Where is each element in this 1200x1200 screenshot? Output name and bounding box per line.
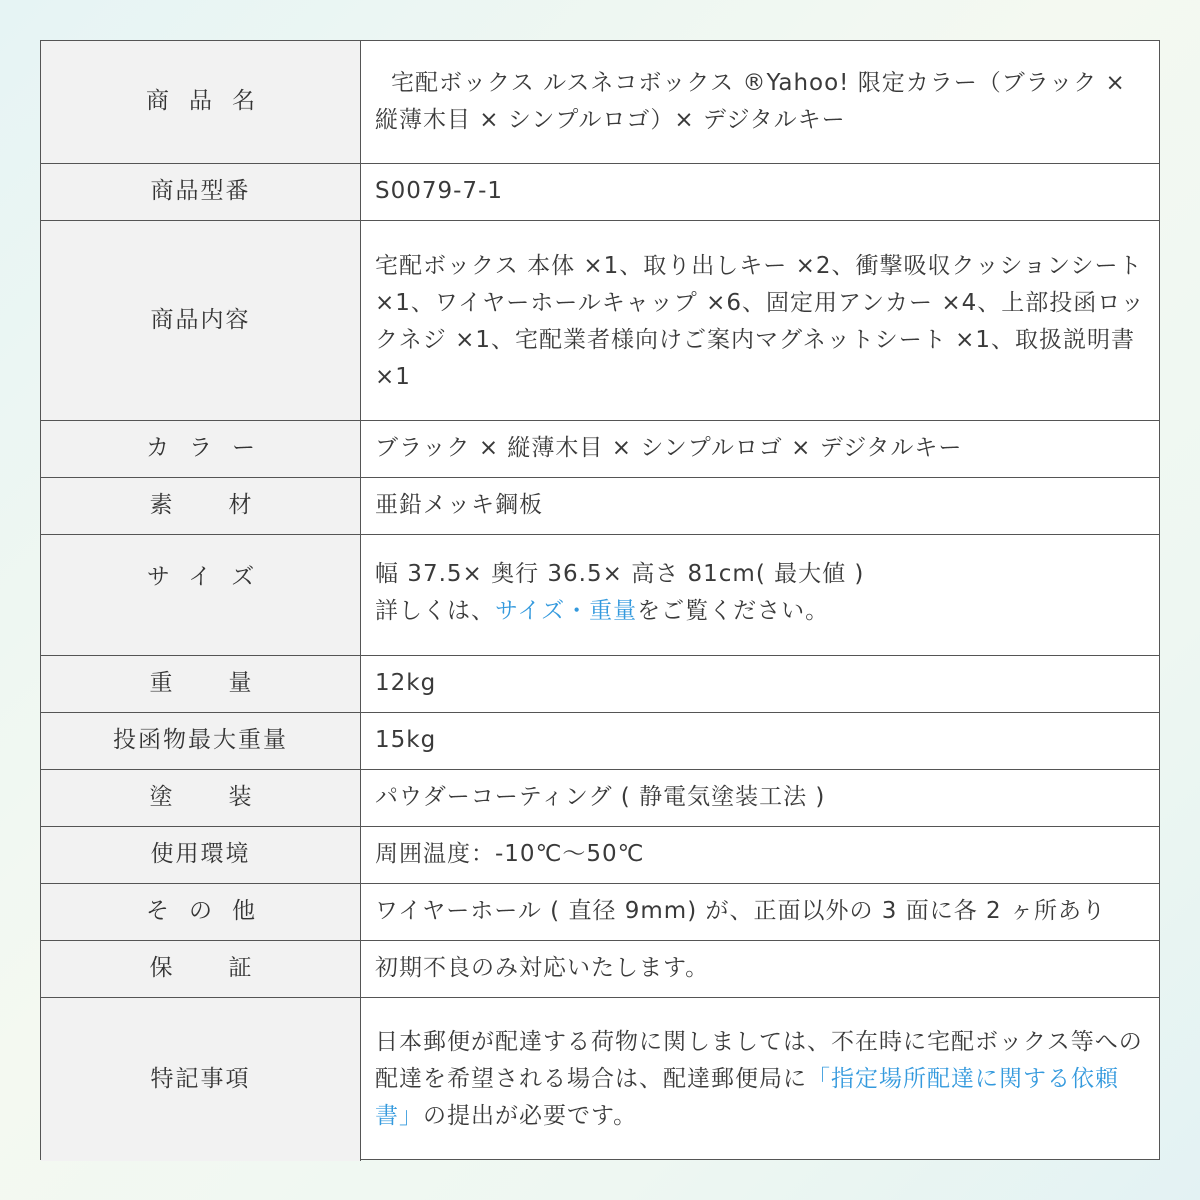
table-row <box>41 477 1159 534</box>
size-detail-suffix: をご覧ください。 <box>637 597 830 624</box>
row-value-coating: パウダーコーティング ( 静電気塗装工法 ) <box>361 769 1160 826</box>
notes-prefix: 日本郵便が配達する荷物に関しましては、不在時に宅配ボックス等への配達を希望される場合は、配達郵便局に <box>375 1028 1143 1092</box>
row-value-max-mail-weight: 15kg <box>361 712 1160 769</box>
row-label-product-name: 商品名 <box>41 41 361 163</box>
size-weight-link[interactable]: サイズ・重量 <box>495 597 638 624</box>
row-label-coating: 塗装 <box>41 769 361 826</box>
row-value-model-number: S0079-7-1 <box>361 163 1160 220</box>
row-value-size <box>361 534 1160 655</box>
row-value-environment: 周囲温度：-10℃～50℃ <box>361 826 1160 883</box>
row-label-environment: 使用環境 <box>41 826 361 883</box>
row-label-contents: 商品内容 <box>41 220 361 420</box>
row-label-max-mail-weight: 投函物最大重量 <box>41 712 361 769</box>
row-value-other: ワイヤーホール ( 直径 9mm) が、正面以外の 3 面に各 2 ヶ所あり <box>361 883 1160 940</box>
row-value-contents: 宅配ボックス 本体 ×1、取り出しキー ×2、衝撃吸収クッションシート ×1、ワイヤーホールキャップ ×6、固定用アンカー ×4、上部投函ロックネジ ×1、宅配業者様向けご案内マグネットシート ×1、取扱説明書 ×1 <box>361 220 1160 420</box>
table-row <box>41 997 1159 1161</box>
designated-delivery-request-link[interactable]: 「指定場所配達に関する依頼書」 <box>375 1065 1119 1129</box>
row-label-color: カラー <box>41 420 361 477</box>
table-row <box>41 41 1159 163</box>
row-label-model-number: 商品型番 <box>41 163 361 220</box>
row-value-warranty: 初期不良のみ対応いたします。 <box>361 940 1160 997</box>
spec-sheet <box>40 40 1160 1160</box>
row-value-color: ブラック × 縦薄木目 × シンプルロゴ × デジタルキー <box>361 420 1160 477</box>
spec-table <box>41 41 1159 1161</box>
table-row <box>41 220 1159 420</box>
table-row <box>41 826 1159 883</box>
row-label-other: その他 <box>41 883 361 940</box>
table-row <box>41 940 1159 997</box>
size-dimensions: 幅 37.5× 奥行 36.5× 高さ 81cm( 最大値 ) <box>375 560 865 587</box>
row-value-notes <box>361 997 1160 1161</box>
table-row <box>41 655 1159 712</box>
row-value-material: 亜鉛メッキ鋼板 <box>361 477 1160 534</box>
table-row <box>41 534 1159 655</box>
row-value-product-name: 宅配ボックス ルスネコボックス ®Yahoo! 限定カラー（ブラック × 縦薄木目 × シンプルロゴ）× デジタルキー <box>361 41 1160 163</box>
table-row <box>41 163 1159 220</box>
size-detail-prefix: 詳しくは、 <box>375 597 495 624</box>
table-row <box>41 769 1159 826</box>
size-detail-line <box>375 593 1145 630</box>
table-row <box>41 883 1159 940</box>
row-label-notes: 特記事項 <box>41 997 361 1161</box>
notes-suffix: の提出が必要です。 <box>423 1102 638 1129</box>
row-value-weight: 12kg <box>361 655 1160 712</box>
table-row <box>41 420 1159 477</box>
row-label-weight: 重量 <box>41 655 361 712</box>
row-label-material: 素材 <box>41 477 361 534</box>
row-label-warranty: 保証 <box>41 940 361 997</box>
table-row <box>41 712 1159 769</box>
row-label-size: サイズ <box>41 534 361 655</box>
